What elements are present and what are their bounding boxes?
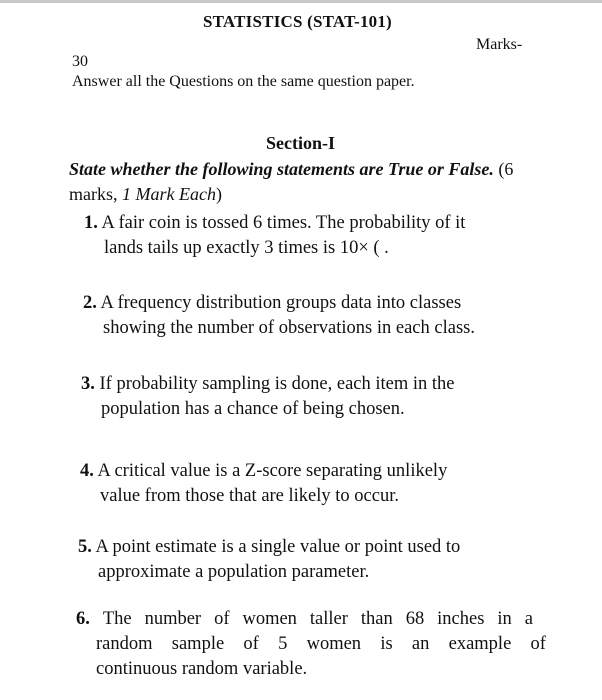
- question-word: of: [530, 634, 546, 654]
- question-3: [81, 372, 455, 422]
- question-4: [80, 459, 447, 509]
- question-text-continued: approximate a population parameter.: [98, 562, 370, 582]
- directive-marks: 6 marks,: [69, 159, 514, 204]
- question-5: [78, 535, 460, 585]
- question-text-continued: population has a chance of being chosen.: [101, 399, 405, 419]
- question-text-continued: lands tails up exactly 3 times is 10× ( .: [104, 238, 389, 258]
- question-word: in: [497, 609, 512, 629]
- question-word: 5: [278, 634, 288, 654]
- section-directive: [69, 157, 547, 207]
- question-word: sample: [171, 634, 225, 654]
- question-word: The: [102, 609, 132, 629]
- question-text-continued: showing the number of observations in each class.: [103, 318, 475, 338]
- question-number: 5.: [78, 537, 92, 557]
- question-word: inches: [437, 609, 485, 629]
- question-word: random: [96, 634, 153, 654]
- top-border: [0, 0, 602, 3]
- question-1: [84, 211, 465, 261]
- question-2: [83, 291, 475, 341]
- question-word: an: [411, 634, 430, 654]
- question-number: 6.: [76, 609, 90, 629]
- question-number: 2.: [83, 293, 97, 313]
- marks-value: 30: [72, 53, 88, 70]
- question-word: taller: [309, 609, 348, 629]
- directive-statement: State whether the following statements are True or False.: [69, 159, 494, 179]
- question-text: A fair coin is tossed 6 times. The probability of it: [101, 213, 466, 233]
- question-word: 68: [405, 609, 425, 629]
- question-word: a: [524, 609, 533, 629]
- question-number: 1.: [84, 213, 98, 233]
- instructions: Answer all the Questions on the same question paper.: [72, 73, 415, 90]
- question-text-continued: continuous random variable.: [96, 659, 308, 679]
- marks-label: Marks-: [476, 36, 523, 53]
- question-text: If probability sampling is done, each item in the: [99, 374, 455, 394]
- directive-paren-open: (: [493, 159, 505, 179]
- question-text-continued: value from those that are likely to occur.: [100, 486, 399, 506]
- question-text: A critical value is a Z-score separating unlikely: [97, 461, 448, 481]
- question-word: women: [242, 609, 297, 629]
- question-text: A point estimate is a single value or point used to: [95, 537, 461, 557]
- question-word: example: [448, 634, 512, 654]
- question-word: number: [144, 609, 202, 629]
- question-number: 4.: [80, 461, 94, 481]
- question-word: than: [360, 609, 393, 629]
- page-title: STATISTICS (STAT-101): [203, 12, 392, 31]
- question-word: of: [214, 609, 230, 629]
- question-number: 3.: [81, 374, 95, 394]
- question-word: is: [380, 634, 393, 654]
- section-title: Section-I: [266, 133, 335, 153]
- question-text: A frequency distribution groups data into classes: [100, 293, 462, 313]
- directive-each: 1 Mark Each: [122, 184, 216, 204]
- question-word: of: [243, 634, 259, 654]
- question-word: women: [306, 634, 362, 654]
- question-6: [76, 607, 546, 682]
- directive-paren-close: ): [215, 184, 222, 204]
